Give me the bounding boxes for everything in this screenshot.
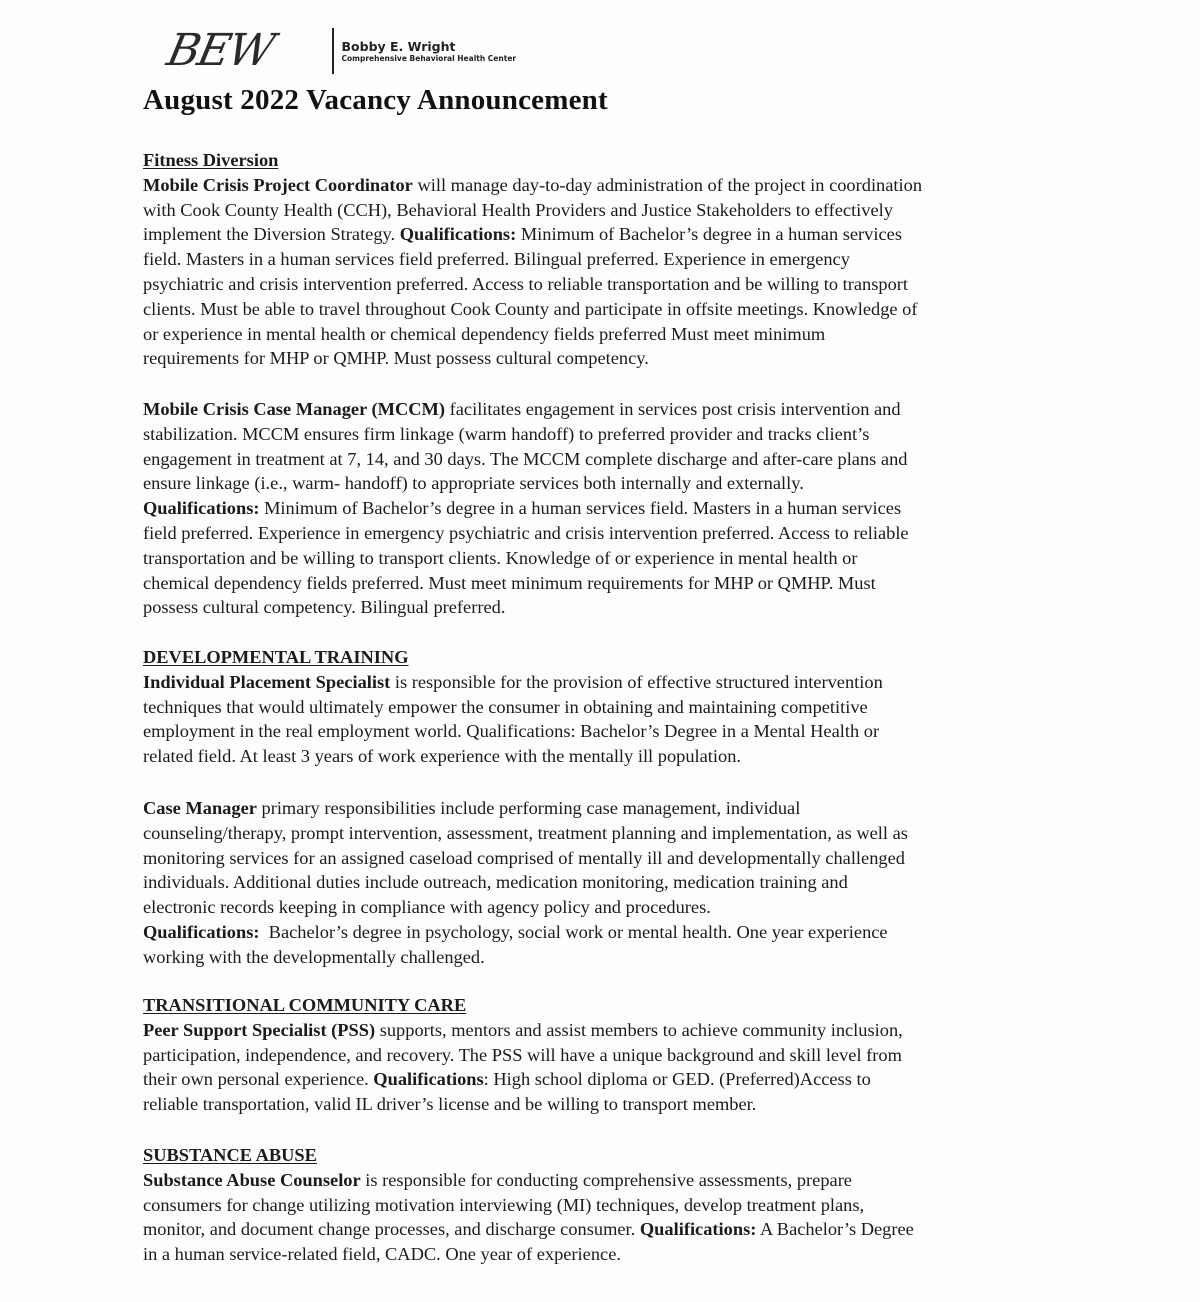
qualifications-label: Qualifications:: [143, 498, 260, 519]
description-line: electronic records keeping in compliance with agency policy and procedures.: [143, 897, 711, 918]
position-title: Individual Placement Specialist: [143, 671, 391, 692]
qualifications-label: Qualifications:: [639, 1219, 757, 1240]
description-line: Qualifications: Minimum of Bachelor’s degree in a human services field. Masters in a human services: [143, 498, 902, 519]
description-line: field. Masters in a human services field preferred. Bilingual preferred. Experience in emergency: [143, 249, 850, 270]
description-line: requirements for MHP or QMHP. Must possess cultural competency.: [143, 348, 649, 369]
description-line: engagement in treatment at 7, 14, and 30 days. The MCCM complete discharge and after-care plans and: [143, 448, 908, 469]
section-heading: Fitness Diversion: [143, 150, 279, 170]
description-line: reliable transportation, valid IL driver’s license and be willing to transport member.: [143, 1094, 757, 1115]
qualifications-label: Qualifications:: [399, 224, 517, 245]
qualifications-label: Qualifications: [373, 1069, 484, 1090]
position-mccm: [143, 397, 1083, 620]
description-line: with Cook County Health (CCH), Behavioral Health Providers and Justice Stakeholders to effectively: [143, 199, 893, 220]
description-line: participation, independence, and recovery. The PSS will have a unique background and skill level from: [143, 1044, 902, 1065]
description-line: monitoring services for an assigned caseload comprised of mentally ill and developmentally challenged: [143, 847, 905, 868]
description-line: monitor, and document change processes, and discharge consumer. Qualifications: A Bachelor’s Degree: [143, 1219, 914, 1240]
position-description-line: Substance Abuse Counselor is responsible for conducting comprehensive assessments, prepare: [143, 1169, 852, 1190]
description-line: working with the developmentally challenged.: [143, 946, 485, 967]
section-heading: TRANSITIONAL COMMUNITY CARE: [143, 995, 467, 1015]
description-line: clients. Must be able to travel throughout Cook County and participate in offsite meetings. Knowledge of: [143, 298, 918, 319]
position-title: Mobile Crisis Case Manager (MCCM): [143, 399, 446, 419]
description-line: or experience in mental health or chemical dependency fields preferred Must meet minimum: [143, 323, 826, 344]
description-line: in a human service-related field, CADC. One year of experience.: [143, 1244, 621, 1265]
position-description-line: Mobile Crisis Project Coordinator will manage day-to-day administration of the project in coordination: [143, 174, 923, 195]
logo-divider: [332, 28, 334, 74]
position-title: Substance Abuse Counselor: [143, 1169, 361, 1190]
org-subtitle: Comprehensive Behavioral Health Center: [341, 53, 517, 63]
position-description-line: Peer Support Specialist (PSS) supports, mentors and assist members to achieve community inclusion,: [143, 1019, 903, 1040]
position-title: Case Manager: [143, 798, 257, 818]
description-line: their own personal experience. Qualifications: High school diploma or GED. (Preferred)Access to: [143, 1069, 871, 1090]
position-description-line: Mobile Crisis Case Manager (MCCM) facilitates engagement in services post crisis intervention and: [143, 399, 901, 419]
section-substance-abuse: [143, 1143, 1083, 1267]
description-line: chemical dependency fields preferred. Must meet minimum requirements for MHP or QMHP. Must: [143, 572, 876, 593]
section-heading: SUBSTANCE ABUSE: [143, 1145, 317, 1165]
position-description-line: Individual Placement Specialist is responsible for the provision of effective structured intervention: [143, 671, 883, 692]
description-line: field preferred. Experience in emergency psychiatric and crisis intervention preferred. Access to reliable: [143, 522, 909, 543]
section-transitional-community-care: [143, 993, 1083, 1117]
description-line: Qualifications: Bachelor’s degree in psychology, social work or mental health. One year experience: [143, 921, 888, 942]
description-line: implement the Diversion Strategy. Qualifications: Minimum of Bachelor’s degree in a human services: [143, 224, 902, 245]
description-line: consumers for change utilizing motivation interviewing (MI) techniques, develop treatment plans,: [143, 1194, 865, 1215]
section-developmental-training: [143, 645, 1083, 769]
description-line: individuals. Additional duties include outreach, medication monitoring, medication training and: [143, 872, 848, 893]
description-line: employment in the real employment world. Qualifications: Bachelor’s Degree in a Mental Health or: [143, 721, 880, 742]
description-line: possess cultural competency. Bilingual preferred.: [143, 597, 506, 618]
section-heading: DEVELOPMENTAL TRAINING: [143, 647, 409, 667]
org-logo: [162, 25, 517, 76]
position-case-manager: [143, 796, 1083, 970]
bew-logo-mark: BEW: [162, 25, 278, 76]
description-line: counseling/therapy, prompt intervention, assessment, treatment planning and implementation, as well as: [143, 822, 908, 843]
description-line: stabilization. MCCM ensures firm linkage (warm handoff) to preferred provider and tracks client’s: [143, 423, 870, 444]
description-line: transportation and be willing to transport clients. Knowledge of or experience in mental health or: [143, 547, 858, 568]
page-title: August 2022 Vacancy Announcement: [143, 84, 608, 116]
position-title: Mobile Crisis Project Coordinator: [143, 174, 413, 195]
description-line: related field. At least 3 years of work experience with the mentally ill population.: [143, 746, 742, 767]
description-line: techniques that would ultimately empower the consumer in obtaining and maintaining competitive: [143, 696, 868, 717]
org-name-block: [342, 40, 517, 63]
position-description-line: Case Manager primary responsibilities include performing case management, individual: [143, 798, 801, 818]
qualifications-label: Qualifications:: [143, 921, 260, 942]
org-name: Bobby E. Wright: [341, 38, 456, 54]
position-title: Peer Support Specialist (PSS): [143, 1019, 376, 1040]
description-line: psychiatric and crisis intervention preferred. Access to reliable transportation and be willing to transport: [143, 273, 909, 294]
section-fitness-diversion: [143, 148, 1083, 371]
description-line: ensure linkage (i.e., warm- handoff) to appropriate services both internally and externally.: [143, 473, 804, 494]
